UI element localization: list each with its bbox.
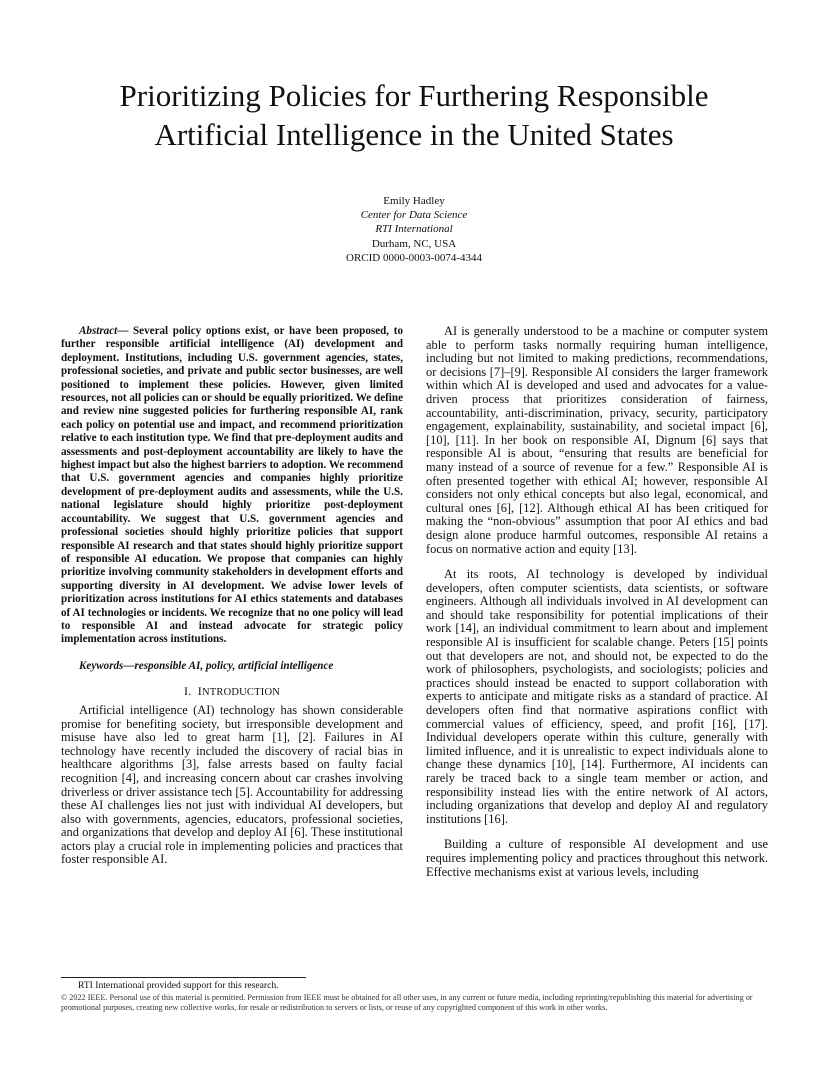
author-orcid: ORCID 0000-0003-0074-4344: [346, 251, 482, 264]
paper-title: [40, 76, 788, 154]
author-name: Emily Hadley: [383, 195, 445, 207]
keywords: Keywords—responsible AI, policy, artificial intelligence: [79, 659, 334, 672]
body-paragraph-3: Building a culture of responsible AI development and use requires implementing policy and practices throughout this network. Effective mechanisms exist at various levels, including: [426, 837, 768, 879]
footnote-divider: [61, 977, 306, 978]
abstract-label: Abstract: [79, 325, 118, 337]
author-location: Durham, NC, USA: [371, 237, 457, 250]
author-department: Center for Data Science: [360, 209, 468, 222]
body-paragraph-1: AI is generally understood to be a machine or computer system able to perform tasks normally requiring human intelligence, including but not limited to making predictions, recommendations, or decisions [7]–[9]. Responsible AI considers the larger framework within which AI is developed and used and advocates for a value-driven process that prioritizes consideration of fairness, accountability, anti-discrimination, privacy, security, participatory engagement, explainability, sustainability, and societal impact [6], [10], [11]. In her book on responsible AI, Dignum [6] says that responsible AI is about, “ensuring that results are beneficial for many instead of a source of revenue for a few.” Responsible AI is often presented together with ethical AI; however, responsible AI considers not only ethical concepts but also legal, economical, and cultural ones [6], [12]. Although ethical AI has been critiqued for making the “non-obvious” assumption that poor AI ethics and bad design alone produce harmful outcomes, responsible AI retains a focus on normative action and equity [13].: [426, 324, 768, 556]
left-column: [61, 325, 403, 867]
abstract-text: Several policy options exist, or have been proposed, to further responsible artificial intelligence (AI) development and deployment. Institutions, including U.S. government agencies, states, professional societies, and private and public sector businesses, are well positioned to implement these policies. However, given limited resources, not all policies can or should be equally prioritized. We define and review nine suggested policies for furthering responsible AI, rank each policy on potential use and impact, and recommend prioritization relative to each institution type. We find that pre-deployment audits and assessments and post-deployment accountability are likely to have the highest impact but also the highest barriers to adoption. We recommend that U.S. government agencies and companies highly prioritize development of pre-deployment audits and assessments, while the U.S. national legislature should highly prioritize post-deployment accountability. We suggest that U.S. government agencies and professional societies should highly prioritize policies that support responsible AI research and that states should highly prioritize support of responsible AI education. We propose that companies can highly prioritize involving community stakeholders in development efforts and supporting diversity in AI development. We advise lower levels of prioritization across institutions for AI ethics statements and databases of AI technologies or incidents. We recognize that no one policy will lead to responsible AI and instead advocate for strategic policy implementation across institutions.: [61, 325, 403, 646]
footnote-support: RTI International provided support for this research.: [78, 980, 279, 991]
abstract-dash: —: [117, 325, 133, 337]
right-column: [426, 325, 768, 879]
title-line-1: Prioritizing Policies for Furthering Responsible: [119, 78, 709, 113]
section-title-rest: NTRODUCTION: [201, 687, 281, 699]
title-line-2: Artificial Intelligence in the United States: [154, 117, 674, 152]
section-heading: [61, 685, 403, 700]
intro-paragraph-1: Artificial intelligence (AI) technology has shown considerable promise for benefiting society, but irresponsible development and misuse have also led to great harm [1], [2]. Failures in AI technology have recently included the discovery of racial bias in healthcare algorithms [3], false arrests based on faulty facial recognition [4], and increasing concern about car crashes involving driverless or driver assistance tech [5]. Accountability for addressing these AI challenges lies not just with individual AI developers, but also with governments, agencies, educators, professional societies, and organizations that develop and deploy AI [6]. These institutional actors play a crucial role in implementing policies and practices that foster responsible AI.: [61, 702, 403, 867]
footnote-copyright: © 2022 IEEE. Personal use of this material is permitted. Permission from IEEE must be obtained for all other uses, in any current or future media, including reprinting/republishing this material for advertising or promotional purposes, creating new collective works, for resale or redistribution to servers or lists, or reuse of any copyrighted component of this work in other works.: [61, 993, 753, 1013]
body-paragraph-2: At its roots, AI technology is developed by individual developers, often computer scientists, data scientists, or software engineers. Although all individuals involved in AI development can and should take responsibility for potential implications of their work [14], an individual commitment to learn about and implement responsible AI is insufficient for scalable change. Peters [15] points out that developers are not, and should not, be expected to do the work of philosophers, psychologists, and sociologists; policies and practices should instead be enacted to support collaboration with experts to anticipate and mitigate risks as a standard of practice. AI developers often find that normative aspirations conflict with commercial values of efficiency, speed, and profit [16], [17]. Individual developers operate within this culture, generally with limited influence, and it is unrealistic to expect individuals alone to change these dynamics [10], [14]. Furthermore, AI incidents can rarely be traced back to a single team member or action, and responsibility instead lies with the entire network of AI actors, including organizations that develop and deploy AI and regulatory institutions [16].: [426, 567, 768, 826]
author-organization: RTI International: [375, 223, 453, 236]
author-block: [214, 194, 614, 265]
section-number: I.: [183, 684, 192, 699]
section-title-first-letter: I: [197, 684, 202, 699]
abstract: [61, 325, 403, 647]
